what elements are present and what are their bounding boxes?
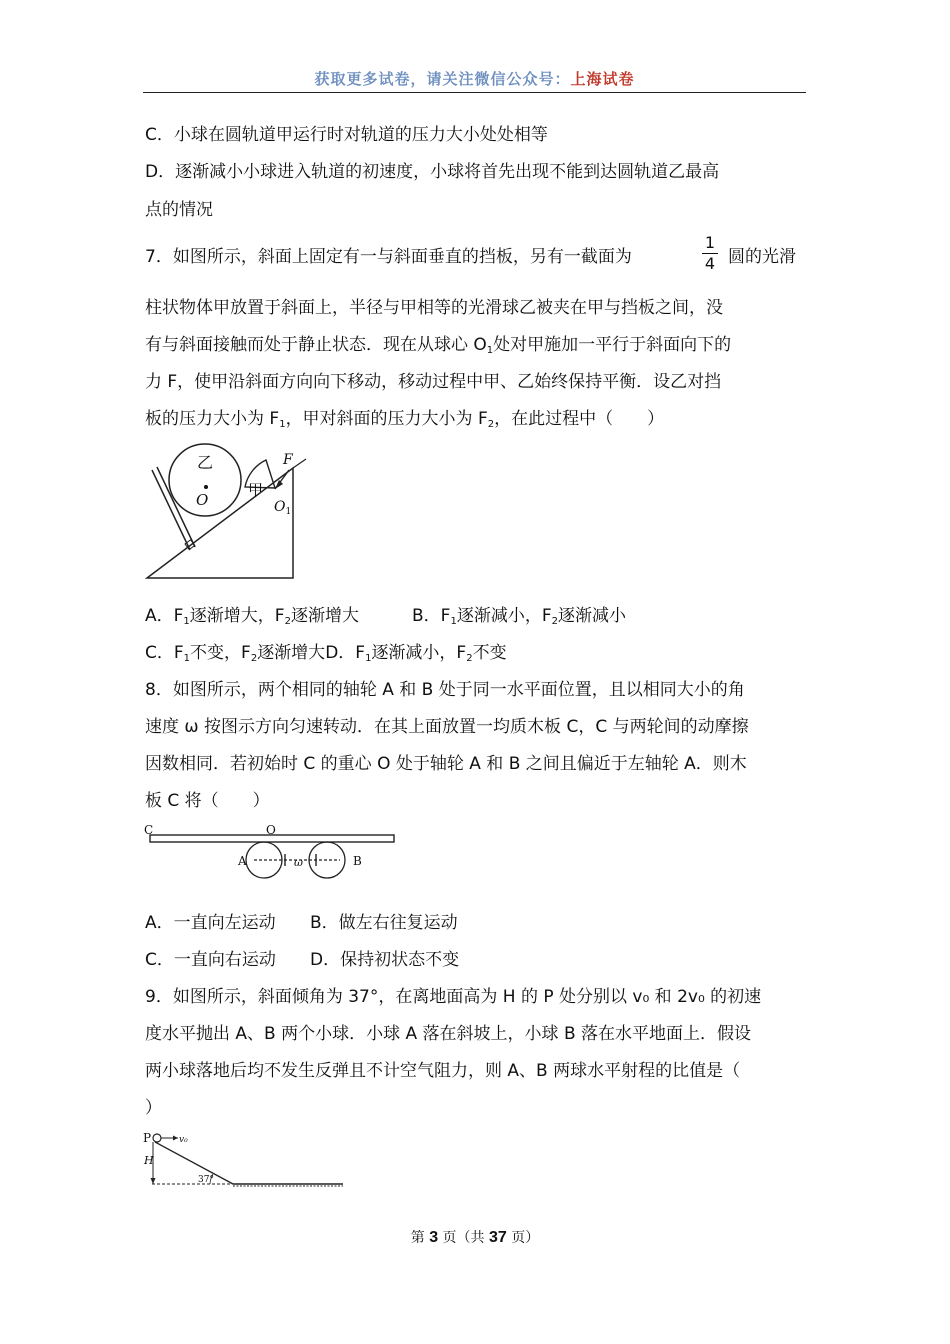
q9-fig-label-v0: v₀ bbox=[179, 1135, 188, 1145]
q8-figure bbox=[140, 820, 402, 882]
q9-fig-label-h: H bbox=[144, 1154, 154, 1167]
q8-fig-label-b: B bbox=[353, 854, 362, 868]
q9-figure bbox=[140, 1126, 350, 1194]
q9-line3: 两小球落地后均不发生反弹且不计空气阻力，则 A、B 两球水平射程的比值是（ bbox=[145, 1061, 741, 1081]
q7-fig-label-o1: $O_1$ bbox=[274, 499, 292, 517]
q8-fig-label-c: C bbox=[144, 823, 154, 837]
header-rule bbox=[143, 92, 806, 93]
q7-fig-label-o: O bbox=[196, 491, 209, 509]
q8-option-a: A．一直向左运动 bbox=[145, 913, 276, 933]
header-highlight: 上海试卷 bbox=[570, 70, 635, 88]
q7-line2: 柱状物体甲放置于斜面上，半径与甲相等的光滑球乙被夹在甲与挡板之间，没 bbox=[145, 298, 723, 318]
q8-line1: 8．如图所示，两个相同的轴轮 A 和 B 处于同一水平面位置，且以相同大小的角 bbox=[145, 680, 745, 700]
q7-fig-label-f: F bbox=[283, 452, 293, 468]
q9-fig-label-p: P bbox=[143, 1131, 152, 1145]
q9-fig-label-angle: 37° bbox=[198, 1175, 214, 1185]
q7-line1b: 圆的光滑 bbox=[728, 247, 796, 267]
page-header bbox=[143, 68, 806, 89]
q7-line3: 有与斜面接触而处于静止状态．现在从球心 $O_1$处对甲施加一平行于斜面向下的 bbox=[145, 335, 732, 356]
q7-option-b: B．$F_1$逐渐减小，$F_2$逐渐减小 bbox=[412, 606, 626, 627]
q6-option-d-line1: D．逐渐减小小球进入轨道的初速度，小球将首先出现不能到达圆轨道乙最高 bbox=[145, 162, 720, 182]
q6-option-c: C．小球在圆轨道甲运行时对轨道的压力大小处处相等 bbox=[145, 125, 548, 145]
q8-option-d: D．保持初状态不变 bbox=[310, 950, 460, 970]
q8-option-c: C．一直向右运动 bbox=[145, 950, 276, 970]
q7-fig-label-yi: 乙 bbox=[197, 453, 214, 472]
q7-line5: 板的压力大小为 $F_1$，甲对斜面的压力大小为 $F_2$，在此过程中（ ） bbox=[145, 409, 665, 430]
q8-fig-label-o: O bbox=[266, 823, 276, 837]
q7-frac-num: 1 bbox=[704, 233, 716, 252]
header-prefix: 获取更多试卷，请关注微信公众号： bbox=[314, 70, 571, 88]
q8-fig-label-omega: ω bbox=[294, 856, 303, 869]
q7-line1a: 7．如图所示，斜面上固定有一与斜面垂直的挡板，另有一截面为 bbox=[145, 247, 632, 267]
q9-line2: 度水平抛出 A、B 两个小球．小球 A 落在斜坡上，小球 B 落在水平地面上．假设 bbox=[145, 1024, 752, 1044]
q9-line1: 9．如图所示，斜面倾角为 37°，在离地面高为 H 的 P 处分别以 v₀ 和 2v₀ 的初速 bbox=[145, 987, 762, 1007]
q8-line2: 速度 ω 按图示方向匀速转动．在其上面放置一均质木板 C，C 与两轮间的动摩擦 bbox=[145, 717, 749, 737]
page-footer: 第 3 页（共 37 页） bbox=[410, 1229, 540, 1246]
q7-option-a: A．$F_1$逐渐增大，$F_2$逐渐增大 bbox=[145, 606, 359, 627]
q9-line4: ） bbox=[145, 1098, 162, 1118]
q8-fig-label-a: A bbox=[238, 854, 247, 868]
q8-line4: 板 C 将（ ） bbox=[145, 791, 270, 811]
footer-total-pages: 37 bbox=[489, 1229, 507, 1246]
q7-option-c-d: C．$F_1$不变，$F_2$逐渐增大D．$F_1$逐渐减小，$F_2$不变 bbox=[145, 643, 507, 664]
q7-figure bbox=[140, 432, 320, 584]
q8-option-b: B．做左右往复运动 bbox=[310, 913, 458, 933]
footer-page-number: 3 bbox=[429, 1229, 439, 1246]
q6-option-d-line2: 点的情况 bbox=[145, 200, 213, 220]
q8-line3: 因数相同．若初始时 C 的重心 O 处于轴轮 A 和 B 之间且偏近于左轴轮 A．则木 bbox=[145, 754, 747, 774]
q7-line4: 力 F，使甲沿斜面方向向下移动，移动过程中甲、乙始终保持平衡．设乙对挡 bbox=[145, 372, 722, 392]
q7-fraction bbox=[702, 234, 718, 273]
q7-fig-label-jia: 甲 bbox=[248, 481, 264, 499]
q7-frac-den: 4 bbox=[704, 254, 716, 273]
